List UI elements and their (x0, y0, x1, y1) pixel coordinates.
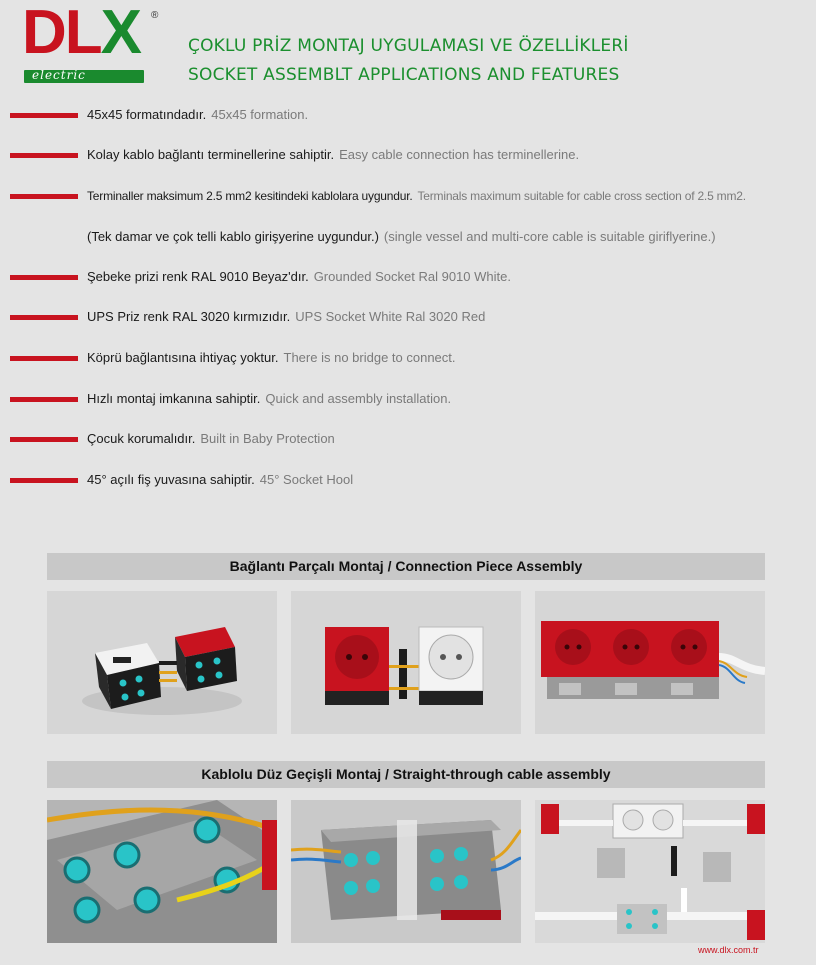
feature-en: Quick and assembly installation. (265, 391, 452, 406)
feature-item (0, 339, 816, 379)
feature-item (0, 136, 816, 176)
feature-tr: 45x45 formatındadır. (87, 107, 207, 122)
bullet-dash (10, 275, 78, 280)
feature-en: Grounded Socket Ral 9010 White. (313, 269, 511, 284)
bullet-dash (10, 437, 78, 442)
feature-en: 45° Socket Hool (259, 472, 354, 487)
feature-tr: UPS Priz renk RAL 3020 kırmızıdır. (87, 309, 291, 324)
feature-en: 45x45 formation. (211, 107, 309, 122)
feature-item-note (0, 218, 816, 258)
bullet-dash (10, 397, 78, 402)
feature-tr: Çocuk korumalıdır. (87, 431, 196, 446)
bullet-dash (10, 153, 78, 158)
feature-tr: Hızlı montaj imkanına sahiptir. (87, 391, 261, 406)
feature-tr: Terminaller maksimum 2.5 mm2 kesitindeki kablolara uygundur. (87, 189, 413, 203)
feature-item (0, 420, 816, 460)
straight-through-image-3 (535, 800, 765, 943)
title-en: SOCKET ASSEMBLT APPLICATIONS AND FEATURES (188, 65, 620, 85)
section-title-connection: Bağlantı Parçalı Montaj / Connection Piece Assembly (47, 553, 765, 580)
logo-tagline: electric (32, 68, 86, 82)
bullet-dash (10, 478, 78, 483)
feature-tr: (Tek damar ve çok telli kablo girişyerine uygundur.) (87, 229, 379, 244)
title-tr: ÇOKLU PRİZ MONTAJ UYGULAMASI VE ÖZELLİKLERİ (188, 36, 629, 56)
feature-item (0, 96, 816, 136)
website-url[interactable]: www.dlx.com.tr (698, 945, 759, 955)
feature-tr: Şebeke prizi renk RAL 9010 Beyaz'dır. (87, 269, 309, 284)
bullet-dash (10, 356, 78, 361)
feature-en: There is no bridge to connect. (283, 350, 456, 365)
feature-item (0, 461, 816, 501)
feature-tr: Köprü bağlantısına ihtiyaç yoktur. (87, 350, 279, 365)
bullet-dash (10, 194, 78, 199)
feature-en: Built in Baby Protection (200, 431, 335, 446)
registered-mark: ® (151, 10, 159, 21)
logo-wordmark: DLX (22, 0, 141, 67)
feature-item (0, 380, 816, 420)
dlx-logo (18, 0, 168, 84)
feature-en: Easy cable connection has terminellerine. (339, 147, 580, 162)
page-title (188, 32, 629, 90)
feature-en: Terminals maximum suitable for cable cross section of 2.5 mm2. (417, 189, 746, 203)
header (0, 0, 816, 92)
feature-tr: Kolay kablo bağlantı terminellerine sahiptir. (87, 147, 335, 162)
connection-image-2 (291, 591, 521, 734)
feature-tr: 45° açılı fiş yuvasına sahiptir. (87, 472, 255, 487)
feature-item (0, 177, 816, 217)
section-title-straight: Kablolu Düz Geçişli Montaj / Straight-through cable assembly (47, 761, 765, 788)
feature-item (0, 298, 816, 338)
feature-en: (single vessel and multi-core cable is suitable giriflyerine.) (383, 229, 716, 244)
connection-image-3 (535, 591, 765, 734)
bullet-dash (10, 113, 78, 118)
feature-item (0, 258, 816, 298)
straight-through-image-1 (47, 800, 277, 943)
connection-image-1 (47, 591, 277, 734)
bullet-dash (10, 315, 78, 320)
straight-through-image-2 (291, 800, 521, 943)
feature-en: UPS Socket White Ral 3020 Red (295, 309, 486, 324)
